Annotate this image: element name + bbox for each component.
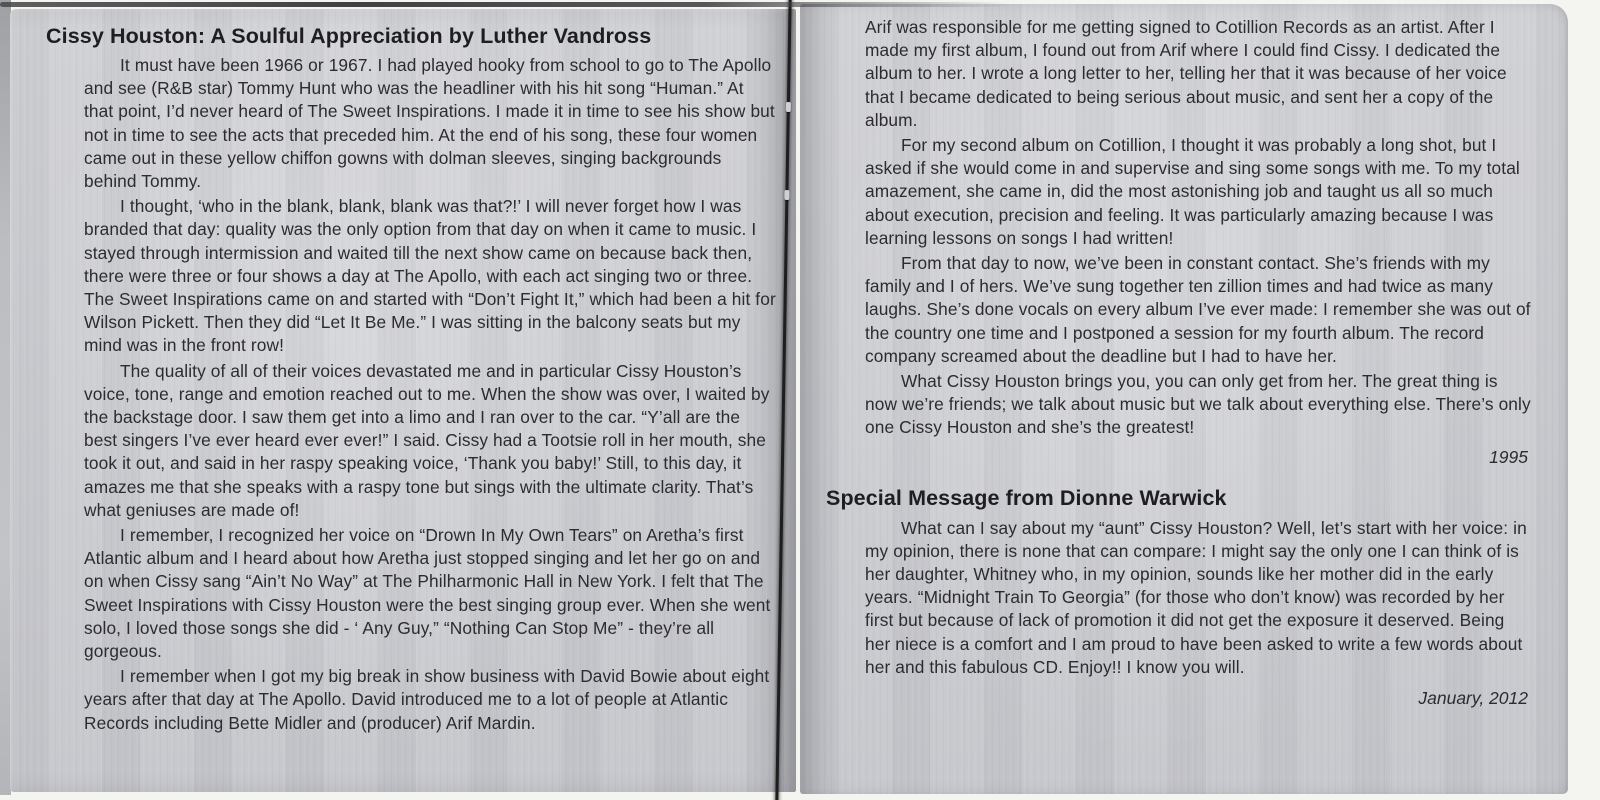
paragraph: I remember when I got my big break in show business with David Bowie about eight years after that day at The Apollo. David introduced me to a lot of people at Atlantic Records including Bette Midler and (producer) Arif Mardin. bbox=[84, 666, 770, 733]
booklet-top-edge-shadow bbox=[0, 2, 1010, 7]
paragraph: For my second album on Cotillion, I thought it was probably a long shot, but I asked if she would come in and supervise and sing some songs with me. To my total amazement, she came in, did the most astonishing job and taught us all so much about execution, precision and feeling. It was particularly amazing because I was learning lessons on songs I had written! bbox=[865, 135, 1520, 248]
staple-mark bbox=[786, 102, 791, 112]
article-title: Cissy Houston: A Soulful Appreciation by Luther Vandross bbox=[46, 24, 652, 48]
left-page-content bbox=[10, 9, 796, 792]
warwick-section-title: Special Message from Dionne Warwick bbox=[826, 485, 1227, 510]
paragraph: I remember, I recognized her voice on “Drown In My Own Tears” on Aretha’s first Atlantic album and I heard about how Aretha just stopped singing and let her go on and on when Cissy sang “Ain’t No Way” at The Philharmonic Hall in New York. I felt that The Sweet Inspirations with Cissy Houston were the best singing group ever. When she went solo, I loved those songs she did - ‘ Any Guy,” “Nothing Can Stop Me” - they’re all gorgeous. bbox=[84, 525, 771, 662]
paragraph: Arif was responsible for me getting signed to Cotillion Records as an artist. After I made my first album, I found out from Arif where I could find Cissy. I dedicated the album to her. I wrote a long letter to her, telling her that it was because of her voice that I became dedicated to being serious about music, and sent her a copy of the album. bbox=[865, 17, 1507, 130]
right-page bbox=[800, 4, 1568, 794]
right-page-content bbox=[800, 4, 1568, 794]
warwick-signature-date: January, 2012 bbox=[1418, 688, 1528, 709]
vandross-signature-year: 1995 bbox=[1489, 446, 1528, 467]
left-page bbox=[10, 9, 796, 792]
paragraph: The quality of all of their voices devastated me and in particular Cissy Houston’s voice, tone, range and emotion reached out to me. When the show was over, I waited by the backstage door. I saw them get into a limo and I ran over to the car. “Y’all are the best singers I’ve ever heard ever ever!” I said. Cissy had a Tootsie roll in her mouth, she took it out, and said in her raspy speaking voice, ‘Thank you baby!’ Still, to this day, it amazes me that she speaks with a raspy tone but sings with the ultimate clarity. That’s what geniuses are made of! bbox=[84, 360, 770, 520]
staple-mark bbox=[784, 190, 789, 200]
paragraph: I thought, ‘who in the blank, blank, blank was that?!’ I will never forget how I was branded that day: quality was the only option from that day on when it came to music. I stayed through intermission and waited till the next show came on because back then, there were three or four shows a day at The Apollo, with each act singing two or three. The Sweet Inspirations came on and started with “Don’t Fight It,” which had been a hit for Wilson Pickett. Then they did “Let It Be Me.” I was sitting in the balcony seats but my mind was in the front row! bbox=[84, 196, 776, 356]
paragraph: It must have been 1966 or 1967. I had played hooky from school to go to The Apollo and see (R&B star) Tommy Hunt who was the headliner with his hit song “Human.” At that point, I’d never heard of The Sweet Inspirations. I made it in time to see his show but not in time to see the acts that preceded him. At the end of his song, these four women came out in these yellow chiffon gowns with dolman sleeves, singing backgrounds behind Tommy. bbox=[84, 55, 775, 192]
paragraph: From that day to now, we’ve been in constant contact. She’s friends with my family and I of hers. We’ve sung together ten zillion times and had twice as many laughs. She’s done vocals on every album I’ve ever made: I remember she was out of the country one time and I postponed a session for my fourth album. The record company screamed about the deadline but I had to have her. bbox=[865, 253, 1531, 366]
paragraph: What Cissy Houston brings you, you can only get from her. The great thing is now we’re friends; we talk about music but we talk about everything else. There’s only one Cissy Houston and she’s the greatest! bbox=[865, 371, 1531, 438]
paragraph: What can I say about my “aunt” Cissy Houston? Well, let’s start with her voice: in my opinion, there is none that can compare: I might say the only one I can think of is her daughter, Whitney who, in my opinion, sounds like her mother did in the early years. “Midnight Train To Georgia” (for those who don’t know) was recorded by her first but because of lack of promotion it did not get the exposure it deserved. Being her niece is a comfort and I am proud to have been asked to write a few words about her and this fabulous CD. Enjoy!! I know you will. bbox=[865, 517, 1527, 677]
